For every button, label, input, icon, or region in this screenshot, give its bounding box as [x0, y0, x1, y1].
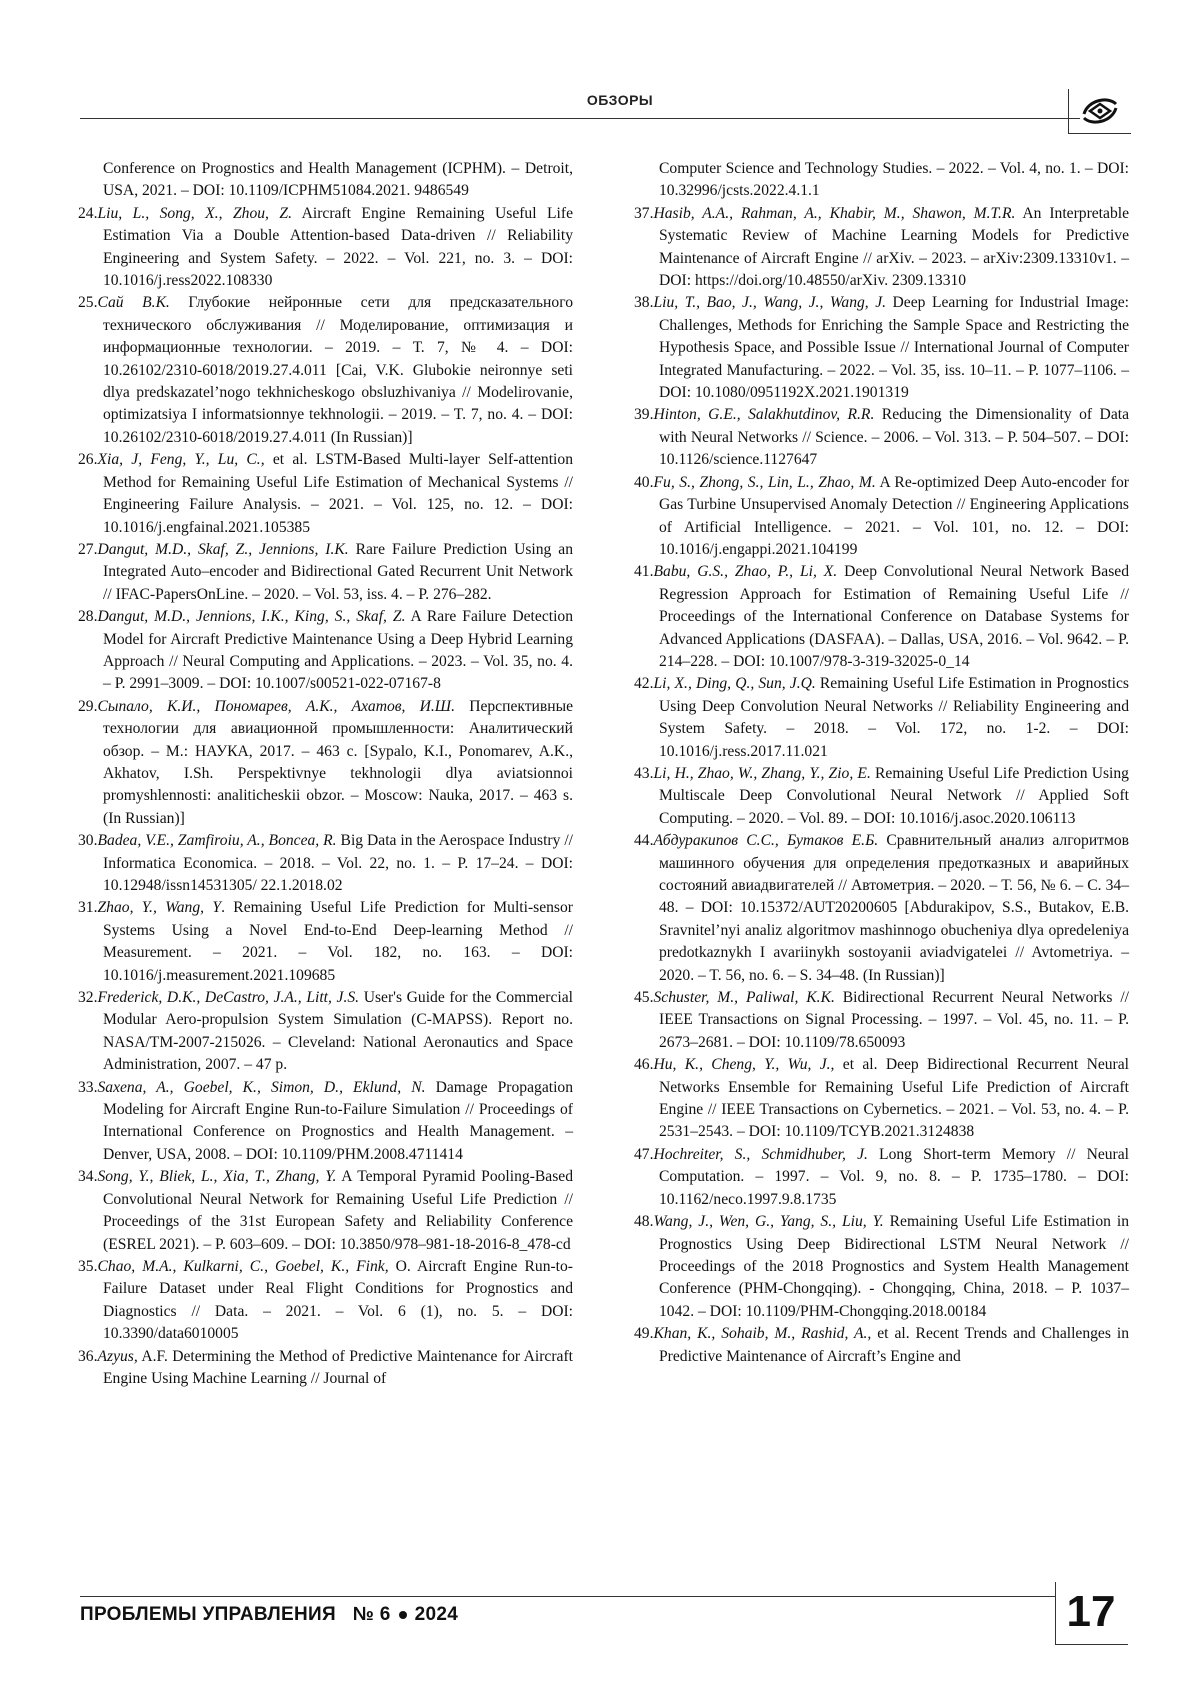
reference-number: 47. [634, 1145, 654, 1163]
reference-number: 40. [634, 473, 654, 491]
reference-item [78, 1346, 573, 1391]
reference-authors: Schuster, M., Paliwal, K.K. [653, 989, 835, 1007]
reference-number: 42. [634, 675, 654, 693]
reference-text: Conference on Prognostics and Health Management (ICPHM). – Detroit, USA, 2021. – DOI: 10.1109/ICPHM51084.2021. 9486549 [103, 160, 573, 200]
reference-authors: Hu, K., Cheng, Y., Wu, J., [653, 1056, 835, 1074]
reference-text: Damage Propagation Modeling for Aircraft Engine Run-to-Failure Simulation // Proceedings of International Conference on Prognostics and Health Management. – Denver, USA, 2008. – DOI: 10.1109/PHM.2008.4711414 [103, 1078, 573, 1163]
reference-item [78, 606, 573, 696]
reference-number: 27. [78, 540, 98, 558]
reference-number: 43. [634, 764, 654, 782]
reference-authors: Zhao, Y., Wang, Y [97, 899, 222, 917]
reference-authors: Абдуракипов С.С., Бутаков Е.Б. [653, 832, 879, 850]
reference-authors: Babu, G.S., Zhao, P., Li, X. [653, 563, 838, 581]
reference-item [78, 203, 573, 293]
reference-authors: Hinton, G.E., Salakhutdinov, R.R. [653, 406, 875, 424]
reference-item [78, 1077, 573, 1167]
reference-authors: Liu, L., Song, X., Zhou, Z. [97, 204, 292, 222]
reference-number: 35. [78, 1257, 98, 1275]
reference-item [78, 987, 573, 1077]
reference-number: 29. [78, 697, 98, 715]
reference-text: Сравнительный анализ алгоритмов машинного обучения для определения предотказных и аварийных состояний авиадвигателей // Автометрия. – 2020. – Т. 56, № 6. – С. 34–48. – DOI: 10.15372/AUT20200605 [Abdurakipov, S.S., Butakov, E.B. Sravnitel’nyi analiz algoritmov mashinnogo obucheniya dlya opredeleniya predotkaznykh I avariinykh sostoyanii aviadvigatelei // Avtometriya. – 2020. – T. 56, no. 6. – S. 34–48. (In Russian)] [659, 832, 1130, 984]
reference-authors: Li, X., Ding, Q., Sun, J.Q. [653, 675, 816, 693]
reference-text: et al. Recent Trends and Challenges in Predictive Maintenance of Aircraft’s Engine and [659, 1325, 1129, 1365]
reference-item [634, 763, 1129, 830]
reference-item [634, 292, 1129, 404]
reference-authors: Khan, K., Sohaib, M., Rashid, A., [653, 1325, 872, 1343]
reference-number: 37. [634, 204, 654, 222]
reference-authors: Saxena, A., Goebel, K., Simon, D., Eklund, N. [97, 1078, 426, 1096]
reference-text: A Temporal Pyramid Pooling-Based Convolutional Neural Network for Remaining Useful Life Prediction // Proceedings of the 31st European Safety and Reliability Conference (ESREL 2021). – P. 603–609. – DOI: 10.3850/978–981-18-2016-8_478-cd [103, 1168, 573, 1253]
reference-authors: Xia, J, Feng, Y., Lu, C., [97, 451, 265, 469]
reference-text: Rare Failure Prediction Using an Integrated Auto–encoder and Bidirectional Gated Recurrent Unit Network // IFAC-PapersOnLine. – 2020. – Vol. 53, iss. 4. – P. 276–282. [103, 540, 573, 603]
reference-item [78, 292, 573, 449]
reference-number: 36. [78, 1347, 98, 1365]
reference-authors: Hasib, A.A., Rahman, A., Khabir, M., Shawon, M.T.R. [653, 204, 1016, 222]
reference-item [78, 1166, 573, 1256]
reference-item [78, 830, 573, 897]
page-number: 17 [1066, 1587, 1116, 1636]
journal-issue: № 6 [352, 1604, 391, 1625]
reference-authors: Dangut, M.D., Skaf, Z., Jennions, I.K. [97, 540, 349, 558]
reference-text: A Re-optimized Deep Auto-encoder for Gas Turbine Unsupervised Anomaly Detection // Engineering Applications of Artificial Intelligence. – 2021. – Vol. 101, no. 12. – DOI: 10.1016/j.engappi.2021.104199 [659, 473, 1129, 558]
section-title: ОБЗОРЫ [586, 92, 654, 108]
reference-text: Deep Learning for Industrial Image: Challenges, Methods for Enriching the Sample Space and Restricting the Hypothesis Space, and Possible Issue // International Journal of Computer Integrated Manufacturing. – 2022. – Vol. 35, iss. 10–11. – P. 1077–1106. – DOI: 10.1080/0951192X.2021.1901319 [659, 294, 1129, 402]
reference-item [634, 1211, 1129, 1323]
reference-item [634, 1323, 1129, 1368]
reference-text: . Remaining Useful Life Prediction for Multi-sensor Systems Using a Novel End-to-End Deep-learning Method // Measurement. – 2021. – Vol. 182, no. 163. – DOI: 10.1016/j.measurement.2021.109685 [103, 899, 573, 984]
reference-item [634, 673, 1129, 763]
reference-item [634, 203, 1129, 293]
reference-item [634, 404, 1129, 471]
reference-number: 25. [78, 294, 98, 312]
reference-item [78, 897, 573, 987]
reference-item [634, 830, 1129, 987]
reference-text: et al. LSTM-Based Multi-layer Self-attention Method for Remaining Useful Life Estimation of Mechanical Systems // Engineering Failure Analysis. – 2021. – Vol. 125, no. 12. – DOI: 10.1016/j.engfainal.2021.105385 [103, 451, 573, 536]
reference-text: Aircraft Engine Remaining Useful Life Estimation Via a Double Attention-based Data-driven // Reliability Engineering and System Safety. – 2022. – Vol. 221, no. 3. – DOI: 10.1016/j.ress2022.108330 [103, 204, 574, 290]
footer-journal-info [80, 1604, 458, 1626]
reference-item [634, 987, 1129, 1054]
reference-number: 32. [78, 989, 98, 1007]
reference-authors: Badea, V.E., Zamfiroiu, A., Boncea, R. [97, 832, 337, 850]
reference-number: 41. [634, 563, 654, 581]
reference-authors: Li, H., Zhao, W., Zhang, Y., Zio, E. [653, 764, 871, 782]
references-right-column [634, 158, 1130, 1368]
reference-authors: Сай В.К. [97, 294, 170, 312]
reference-text: et al. Deep Bidirectional Recurrent Neural Networks Ensemble for Remaining Useful Life Prediction of Aircraft Engine // IEEE Transactions on Cybernetics. – 2021. – Vol. 53, no. 4. – P. 2531–2543. – DOI: 10.1109/TCYB.2021.3124838 [659, 1056, 1129, 1141]
reference-item [103, 158, 573, 203]
reference-number: 30. [78, 832, 98, 850]
reference-text: Reducing the Dimensionality of Data with Neural Networks // Science. – 2006. – Vol. 313. – P. 504–507. – DOI: 10.1126/science.1127647 [659, 406, 1129, 469]
reference-number: 48. [634, 1213, 654, 1231]
reference-number: 26. [78, 451, 98, 469]
reference-number: 28. [78, 608, 98, 626]
reference-text: Deep Convolutional Neural Network Based Regression Approach for Estimation of Remaining Useful Life // Proceedings of the International Conference on Database Systems for Advanced Applications (DASFAA). – Dallas, USA, 2016. – Vol. 9642. – P. 214–228. – DOI: 10.1007/978-3-319-32025-0_14 [659, 563, 1129, 670]
reference-authors: Azyus, [97, 1347, 138, 1365]
reference-number: 45. [634, 989, 654, 1007]
reference-number: 46. [634, 1056, 654, 1074]
reference-item [634, 1054, 1129, 1144]
reference-item [78, 449, 573, 539]
reference-text: Remaining Useful Life Estimation in Prognostics Using Deep Convolution Neural Networks // Reliability Engineering and System Safety. – 2018. – Vol. 172, no. 1-2. – DOI: 10.1016/j.ress.2017.11.021 [659, 675, 1129, 760]
reference-text: A.F. Determining the Method of Predictive Maintenance for Aircraft Engine Using Machine Learning // Journal of [103, 1347, 573, 1387]
journal-logo-icon [1078, 92, 1122, 130]
reference-number: 44. [634, 832, 654, 850]
reference-text: An Interpretable Systematic Review of Machine Learning Models for Predictive Maintenance of Aircraft Engine // arXiv. – 2023. – arXiv:2309.13310v1. – DOI: https://doi.org/10.48550/arXiv. 2309.13310 [659, 204, 1129, 290]
reference-number: 31. [78, 899, 98, 917]
references-left-column [78, 158, 574, 1390]
reference-authors: Frederick, D.K., DeCastro, J.A., Litt, J.S. [97, 989, 360, 1007]
reference-text: O. Aircraft Engine Run-to-Failure Dataset under Real Flight Conditions for Prognostics and Diagnostics // Data. – 2021. – Vol. 6 (1), no. 5. – DOI: 10.3390/data6010005 [103, 1257, 574, 1343]
reference-number: 34. [78, 1168, 98, 1186]
reference-text: Глубокие нейронные сети для предсказательного технического обслуживания // Моделирование, оптимизация и информационные технологии. – 2019. – Т. 7, № 4. – DOI: 10.26102/2310-6018/2019.27.4.011 [Cai, V.K. Glubokie neironnye seti dlya predskazatel’nogo tekhnicheskogo obsluzhivaniya // Modelirovanie, optimizatsiya I informatsionnye tekhnologii. – 2019. – T. 7, no. 4. – DOI: 10.26102/2310-6018/2019.27.4.011 (In Russian)] [103, 294, 573, 446]
reference-number: 49. [634, 1325, 654, 1343]
reference-number: 39. [634, 406, 654, 424]
header-rule [80, 118, 1080, 119]
reference-authors: Fu, S., Zhong, S., Lin, L., Zhao, M. [653, 473, 876, 491]
reference-text: Перспективные технологии для авиационной промышленности: Аналитический обзор. – М.: НАУКА, 2017. – 463 с. [Sypalo, K.I., Ponomarev, A.K., Akhatov, I.Sh. Perspektivnye tekhnologii dlya aviatsionnoi promyshlennosti: analiticheskii obzor. – Moscow: Nauka, 2017. – 463 s. (In Russian)] [103, 697, 573, 827]
reference-text: Big Data in the Aerospace Industry // Informatica Economica. – 2018. – Vol. 22, no. 1. – P. 17–24. – DOI: 10.12948/issn14531305/ 22.1.2018.02 [103, 832, 574, 894]
reference-text: A Rare Failure Detection Model for Aircraft Predictive Maintenance Using a Deep Hybrid Learning Approach // Neural Computing and Applications. – 2023. – Vol. 35, no. 4. – P. 2991–3009. – DOI: 10.1007/s00521-022-07167-8 [103, 608, 573, 693]
journal-name: ПРОБЛЕМЫ УПРАВЛЕНИЯ [80, 1604, 336, 1625]
footer-rule [80, 1596, 1055, 1597]
reference-authors: Liu, T., Bao, J., Wang, J., Wang, J. [653, 294, 887, 312]
reference-text: Computer Science and Technology Studies. – 2022. – Vol. 4, no. 1. – DOI: 10.32996/jcsts.2022.4.1.1 [659, 160, 1129, 200]
reference-authors: Dangut, M.D., Jennions, I.K., King, S., Skaf, Z. [97, 608, 406, 626]
reference-text: Long Short-term Memory // Neural Computation. – 1997. – Vol. 9, no. 8. – P. 1735–1780. – DOI: 10.1162/neco.1997.9.8.1735 [659, 1145, 1129, 1208]
reference-item [634, 1144, 1129, 1211]
reference-authors: Chao, M.A., Kulkarni, C., Goebel, K., Fink, [97, 1257, 389, 1275]
reference-text: Bidirectional Recurrent Neural Networks // IEEE Transactions on Signal Processing. – 1997. – Vol. 45, no. 11. – P. 2673–2681. – DOI: 10.1109/78.650093 [659, 989, 1129, 1051]
bullet-separator [399, 1611, 407, 1619]
reference-number: 38. [634, 294, 654, 312]
reference-authors: Wang, J., Wen, G., Yang, S., Liu, Y. [653, 1213, 884, 1231]
reference-text: Remaining Useful Life Prediction Using Multiscale Deep Convolutional Neural Network // Applied Soft Computing. – 2020. – Vol. 89. – DOI: 10.1016/j.asoc.2020.106113 [659, 764, 1129, 827]
reference-authors: Сыпало, К.И., Пономарев, А.К., Ахатов, И.Ш. [97, 697, 455, 715]
reference-item [634, 561, 1129, 673]
reference-authors: Hochreiter, S., Schmidhuber, J. [653, 1145, 868, 1163]
reference-item [634, 472, 1129, 562]
reference-item [659, 158, 1129, 203]
journal-year: 2024 [414, 1604, 459, 1625]
reference-item [78, 539, 573, 606]
reference-text: User's Guide for the Commercial Modular Aero-propulsion System Simulation (C-MAPSS). Report no. NASA/TM-2007-215026. – Cleveland: National Aeronautics and Space Administration, 2007. – 47 p. [103, 989, 574, 1074]
reference-text: Remaining Useful Life Estimation in Prognostics Using Deep Bidirectional LSTM Neural Network // Proceedings of the 2018 Prognostics and System Health Management Conference (PHM-Chongqing). - Chongqing, China, 2018. – P. 1037–1042. – DOI: 10.1109/PHM-Chongqing.2018.00184 [659, 1213, 1129, 1320]
reference-item [78, 696, 573, 830]
reference-authors: Song, Y., Bliek, L., Xia, T., Zhang, Y. [97, 1168, 337, 1186]
reference-number: 33. [78, 1078, 98, 1096]
reference-number: 24. [78, 204, 98, 222]
reference-item [78, 1256, 573, 1346]
